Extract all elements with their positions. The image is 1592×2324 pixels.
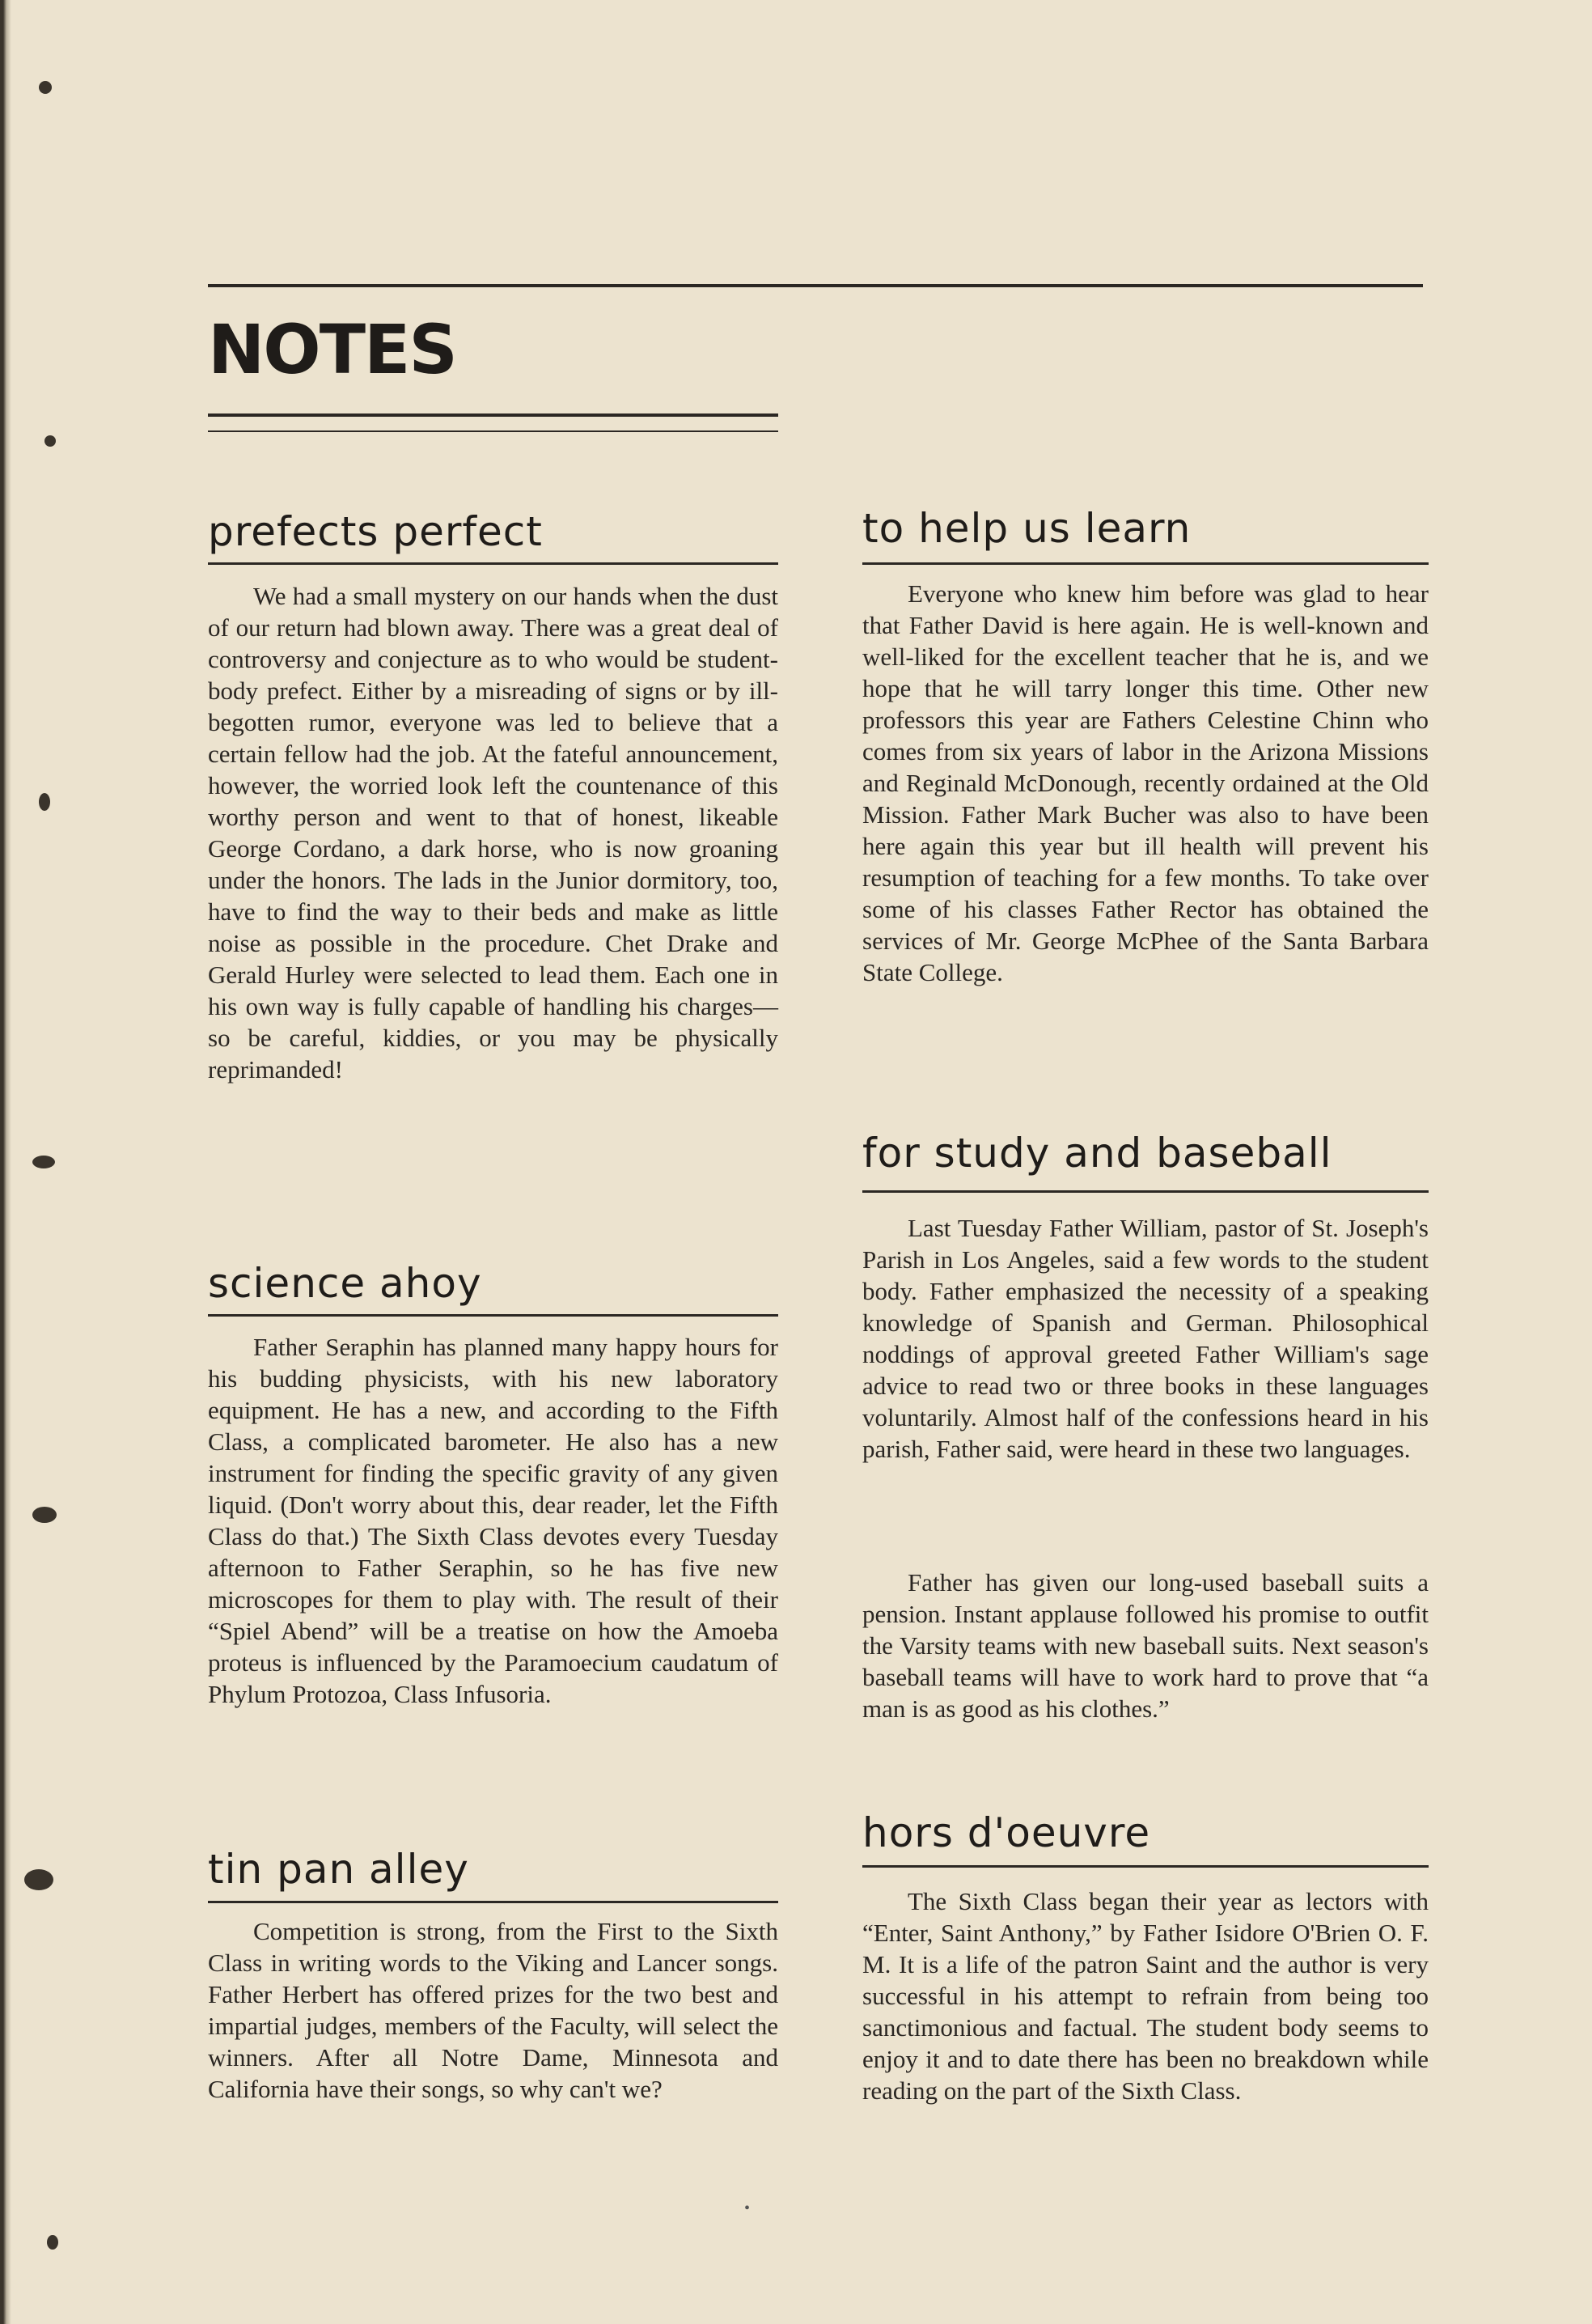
top-rule [208, 284, 1423, 287]
binding-mark [47, 2235, 58, 2250]
heading-rule [862, 1865, 1429, 1868]
binding-mark [39, 793, 50, 811]
heading-rule [208, 562, 778, 565]
masthead-rule [208, 430, 778, 432]
section-heading: to help us learn [862, 505, 1192, 552]
section-text: Competition is strong, from the First to the Sixth Class in writing words to the Viking and Lancer songs. Father Herbert has offered prizes for the two best and impartial judges, members of the Faculty, will select the winners. After all Notre Dame, Minnesota and California have their songs, so why can't we? [208, 1917, 778, 2103]
section-heading: tin pan alley [208, 1846, 469, 1893]
section-heading: science ahoy [208, 1260, 482, 1307]
section-text: Father Seraphin has planned many happy hours for his budding physicists, with his new laboratory equipment. He has a new, and according to the Fifth Class, a complicated barometer. He also has a new instrument for finding the specific gravity of any given liquid. (Don't worry about this, dear reader, let the Fifth Class do that.) The Sixth Class devotes every Tuesday afternoon to Father Seraphin, so he has five new microscopes for them to play with. The result of their “Spiel Abend” will be a treatise on how the Amoeba proteus is influenced by the Paramoecium caudatum of Phylum Protozoa, Class Infusoria. [208, 1333, 778, 1708]
page-left-edge [0, 0, 11, 2324]
heading-rule [862, 1190, 1429, 1193]
section-text: The Sixth Class began their year as lectors with “Enter, Saint Anthony,” by Father Isidore O'Brien O. F. M. It is a life of the patron Saint and the author is very successful in his attempt to refrain from being too sanctimonious and factual. The student body seems to enjoy it and to date there has been no breakdown while reading on the part of the Sixth Class. [862, 1887, 1429, 2105]
section-text: Everyone who knew him before was glad to hear that Father David is here again. He is well-known and well-liked for the excellent teacher that he is, and we hope that he will tarry longer this time. Other new professors this year are Fathers Celestine Chinn who comes from six years of labor in the Arizona Missions and Reginald McDonough, recently ordained at the Old Mission. Father Mark Bucher was also to have been here again this year but ill health will prevent his resumption of teaching for a few months. To take over some of his classes Father Rector has obtained the services of Mr. George McPhee of the Santa Barbara State College. [862, 579, 1429, 986]
binding-mark [32, 1156, 55, 1168]
binding-mark [24, 1869, 53, 1890]
section-heading: hors d'oeuvre [862, 1809, 1151, 1856]
binding-mark [39, 81, 52, 94]
section-text: We had a small mystery on our hands when the dust of our return had blown away. There was a great deal of controversy and conjecture as to who would be student-body prefect. Either by a misreading of signs or by ill-begotten rumor, everyone was led to believe that a certain fellow had the job. At the fateful announcement, however, the worried look left the countenance of this worthy person and went to that of honest, likeable George Cordano, a dark horse, who is now groaning under the honors. The lads in the Junior dormitory, too, have to find the way to their beds and make as little noise as possible in the procedure. Chet Drake and Gerald Hurley were selected to lead them. Each one in his own way is fully capable of handling his charges—so be careful, kiddies, or you may be physically reprimanded! [208, 582, 778, 1084]
binding-mark [32, 1507, 57, 1523]
masthead-title: NOTES [208, 310, 456, 389]
section-text: Last Tuesday Father William, pastor of St. Joseph's Parish in Los Angeles, said a few words to the student body. Father emphasized the necessity of a speaking knowledge of Spanish and German. Philosophical noddings of approval greeted Father William's sage advice to read two or three books in these languages voluntarily. Almost half of the confessions heard in his parish, Father said, were heard in these two languages. [862, 1214, 1429, 1463]
heading-rule [208, 1901, 778, 1903]
heading-rule [862, 562, 1429, 565]
heading-rule [208, 1314, 778, 1317]
binding-mark [44, 435, 56, 447]
section-text: Father has given our long-used baseball suits a pension. Instant applause followed his promise to outfit the Varsity teams with new baseball suits. Next season's baseball teams will have to work hard to prove that “a man is as good as his clothes.” [862, 1568, 1429, 1723]
section-heading: prefects perfect [208, 508, 543, 555]
section-heading: for study and baseball [862, 1130, 1332, 1177]
masthead-rule [208, 413, 778, 417]
page-mark: • [744, 2199, 751, 2217]
